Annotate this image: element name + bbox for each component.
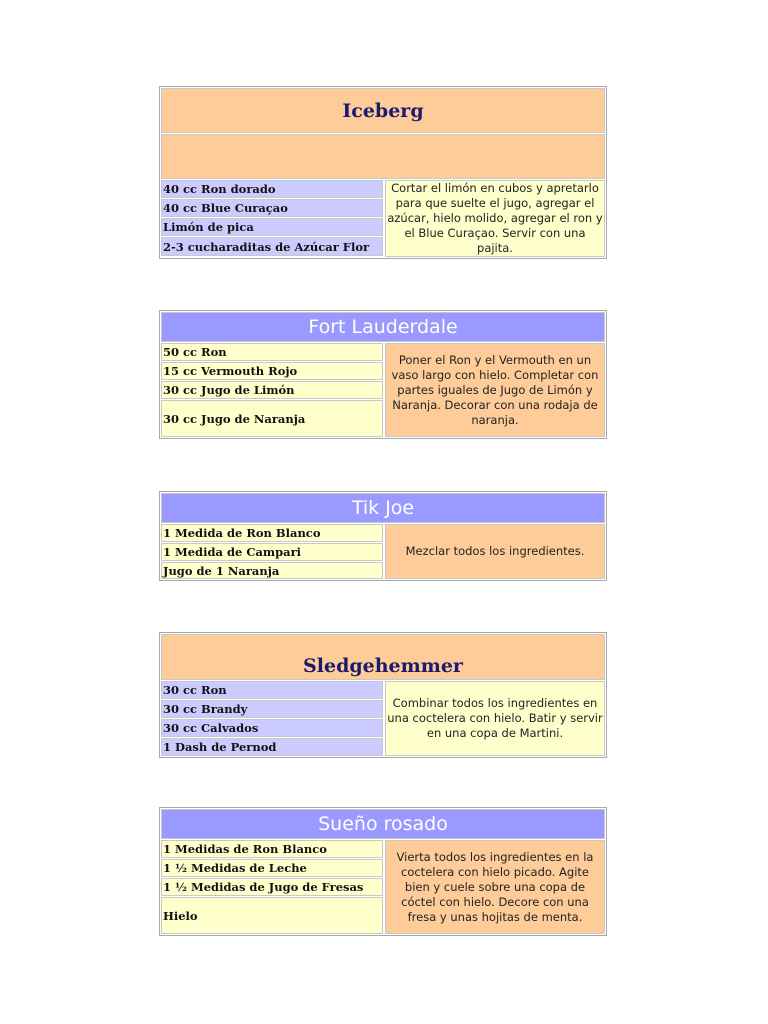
ingredient-item: 40 cc Blue Curaçao: [161, 199, 383, 217]
recipe-title: Fort Lauderdale: [161, 312, 605, 342]
ingredient-list: [161, 840, 383, 934]
recipe-instructions: Poner el Ron y el Vermouth en un vaso largo con hielo. Completar con partes iguales de Jugo de Limón y Naranja. Decorar con una rodaja de naranja.: [385, 343, 605, 437]
ingredient-item: 1 Medidas de Ron Blanco: [161, 840, 383, 858]
recipe-body: [161, 681, 605, 756]
ingredient-item: Hielo: [161, 897, 383, 934]
ingredient-item: 30 cc Jugo de Limón: [161, 381, 383, 399]
recipe-body: [161, 343, 605, 437]
ingredient-item: 40 cc Ron dorado: [161, 180, 383, 198]
recipe-card-sledgehemmer: [159, 632, 607, 758]
ingredient-item: 1 ½ Medidas de Leche: [161, 859, 383, 877]
recipe-instructions: Mezclar todos los ingredientes.: [385, 524, 605, 579]
ingredient-item: 15 cc Vermouth Rojo: [161, 362, 383, 380]
recipe-card-sueno-rosado: [159, 807, 607, 936]
recipe-body: [161, 180, 605, 257]
recipe-instructions: Vierta todos los ingredientes en la coctelera con hielo picado. Agite bien y cuele sobre una copa de cóctel con hielo. Decore con una fresa y unas hojitas de menta.: [385, 840, 605, 934]
ingredient-item: 50 cc Ron: [161, 343, 383, 361]
recipe-instructions: Cortar el limón en cubos y apretarlo para que suelte el jugo, agregar el azúcar, hielo molido, agregar el ron y el Blue Curaçao. Servir con una pajita.: [385, 180, 605, 257]
recipe-card-fort-lauderdale: [159, 310, 607, 439]
ingredient-item: 30 cc Brandy: [161, 700, 383, 718]
ingredient-list: [161, 180, 383, 257]
recipe-card-tik-joe: [159, 491, 607, 581]
ingredient-item: 30 cc Ron: [161, 681, 383, 699]
ingredient-item: Jugo de 1 Naranja: [161, 562, 383, 579]
recipe-body: [161, 524, 605, 579]
ingredient-item: 1 ½ Medidas de Jugo de Fresas: [161, 878, 383, 896]
title-spacer: [161, 134, 605, 179]
recipe-title: Sueño rosado: [161, 809, 605, 839]
recipe-card-iceberg: [159, 86, 607, 259]
recipe-instructions: Combinar todos los ingredientes en una coctelera con hielo. Batir y servir en una copa de Martini.: [385, 681, 605, 756]
recipe-body: [161, 840, 605, 934]
recipe-title: Sledgehemmer: [161, 634, 605, 680]
ingredient-list: [161, 524, 383, 579]
ingredient-item: Limón de pica: [161, 218, 383, 236]
ingredient-item: 30 cc Calvados: [161, 719, 383, 737]
ingredient-item: 1 Dash de Pernod: [161, 738, 383, 756]
ingredient-list: [161, 681, 383, 756]
ingredient-item: 2-3 cucharaditas de Azúcar Flor: [161, 237, 383, 256]
recipe-title: Iceberg: [161, 88, 605, 133]
ingredient-list: [161, 343, 383, 437]
ingredient-item: 1 Medida de Campari: [161, 543, 383, 561]
recipe-title: Tik Joe: [161, 493, 605, 523]
ingredient-item: 1 Medida de Ron Blanco: [161, 524, 383, 542]
ingredient-item: 30 cc Jugo de Naranja: [161, 400, 383, 437]
